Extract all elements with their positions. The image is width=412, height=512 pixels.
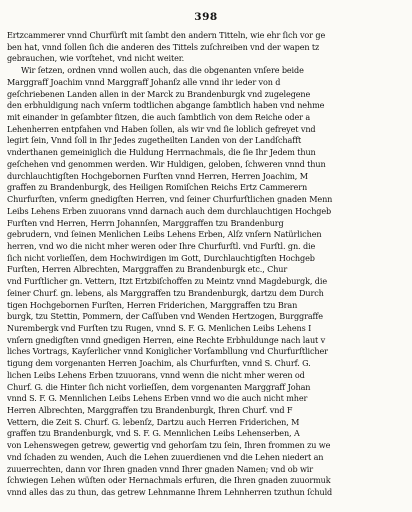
text-line: vnd Furſtlicher gn. Vettern, Itzt Ertzbiſchoffen zu Meintz vnnd Magdeburgk, die: [7, 276, 327, 287]
text-line: Ertzcammerer vnnd Churfürſt mit ſambt den andern Titteln, wie ehr ſich vor ge: [7, 30, 326, 40]
text-line: graffen tzu Brandenburgk, vnd S. F. G. Mennlichen Leibs Lehenserben, A: [7, 428, 300, 439]
text-line: Vettern, die Zeit S. Churf. G. lebenſz, Dartzu auch Herren Friderichen, M: [7, 416, 300, 427]
text-line: Furſten vnd Herren, Herrn Johannſen, Marggraffen tzu Brandenburg: [7, 217, 284, 228]
text-line: ſchwiegen Lehen wüſten oder Hernachmals erfuren, die Ihren gnaden zuuormuk: [7, 475, 331, 486]
text-line: Herren Albrechten, Marggraffen tzu Brandenburgk, Ihren Churf. vnd F: [7, 405, 293, 415]
text-line: vnnd alles das zu thun, das getrew Lehnmanne Ihrem Lehnherren tzuthun ſchuld: [7, 487, 333, 498]
text-line: vnnd S. F. G. Mennlichen Leibs Lehens Erben vnnd wo die auch nicht mher: [7, 393, 308, 404]
text-line: herren, vnd wo die nicht mher weren oder Ihre Churfurſtl. vnd Furſtl. gn. die: [7, 240, 316, 251]
text-line: gebrudern, vnd ſeinen Menlichen Leibs Lehens Erben, Alſz vnſern Natürlichen: [7, 229, 322, 240]
text-line: Nurembergk vnd Furſten tzu Rugen, vnnd S. F. G. Menlichen Leibs Lehens I: [7, 322, 312, 333]
text-line: ben hat, vnnd ſollen ſich die anderen des Tittels zuſchreiben vnd der wapen tz: [7, 41, 320, 52]
text-line: vnd ſchaden zu wenden, Auch die Lehen zuuerdienen vnd die Lehen niedert an: [7, 451, 324, 462]
text-line: den erbhuldigung nach vnſerm todtlichen abgange ſambtlich haben vnd nehme: [7, 100, 325, 111]
text-line: ſich nicht vorlieſſen, dem Hochwirdigen im Gott, Durchlauchtigſten Hochgeb: [7, 252, 315, 263]
text-line: Lehenherren entpfahen vnd Haben ſollen, als wir vnd ſie loblich gefreyet vnd: [7, 123, 316, 134]
text-line: graffen zu Brandenburgk, des Heiligen Romiſchen Reichs Ertz Cammerern: [7, 182, 308, 193]
text-line: von Lehenswegen getrew, gewertig vnd gehorſam tzu ſein, Ihren frommen zu we: [7, 440, 331, 451]
text-line: vnſern gnedigſten vnnd gnedigen Herren, eine Rechte Erbhuldunge nach laut v: [7, 334, 326, 345]
text-line: Churfurſten, vnſerm gnedigſten Herren, vnd ſeiner Churfurſtlichen gnaden Menn: [7, 194, 333, 205]
text-line: Leibs Lehens Erben zuuorans vnnd darnach auch dem durchlauchtigen Hochgeb: [7, 205, 332, 216]
text-line: burgk, tzu Stettin, Pommern, der Caſſuben vnd Wenden Hertzogen, Burggraffe: [7, 311, 323, 322]
text-body: [7, 30, 404, 499]
text-line: Furſten, Herren Albrechten, Marggraffen zu Brandenburgk etc., Chur: [7, 264, 288, 275]
text-line: liches Vortrags, Kayſerlicher vnnd Koniglicher Vorſambllung vnd Churfurſtlicher: [7, 346, 328, 357]
text-line: Marggraff Joachim vnnd Marggraff Johanſz alle vnnd ihr ieder von d: [7, 76, 281, 87]
page-number: 398: [194, 11, 218, 23]
text-line: ſeiner Churf. gn. lebens, als Marggraffen tzu Brandenburgk, dartzu dem Durch: [7, 287, 324, 298]
text-line: geſchriebenen Landen allen in der Marck zu Brandenburgk vnd zugelegene: [7, 88, 311, 99]
text-line: tigung dem vorgenanten Herren Joachim, als Churfurſten, vnnd S. Churf. G.: [7, 358, 311, 369]
text-line: tigen Hochgebornen Furſten, Herren Friderichen, Marggraffen tzu Bran: [7, 299, 298, 310]
text-line: gebrauchen, wie vorſtehet, vnd nicht weiter.: [7, 53, 185, 64]
text-line: legirt ſein, Vnnd ſoll in Ihr Jedes zugetheilten Landen von der Landſchafft: [7, 135, 302, 146]
text-line: lichen Leibs Lehens Erben tzuuorans, vnnd wenn die nicht mher weren od: [7, 369, 305, 380]
text-line: geſchehen vnd genommen werden. Wir Huldigen, geloben, ſchweren vnnd thun: [7, 158, 326, 169]
text-line: durchlauchtigſten Hochgebornen Furſten vnnd Herren, Herren Joachim, M: [7, 170, 308, 181]
text-line: mit einander in geſambter ſitzen, die auch ſambtlich von dem Reiche oder a: [7, 112, 311, 123]
text-line: Churf. G. die Hinter ſich nicht vorlieſſen, dem vorgenanten Marggraff Johan: [7, 381, 311, 392]
text-line: Wir ſetzen, ordnen vnnd wollen auch, das die obgenanten vnſere beide: [21, 65, 304, 76]
text-line: vnderthanen gemeiniglich die Huldung Herrnachmals, die ſie Ihr Jedem thun: [7, 147, 316, 158]
text-line: zuuerrechten, dann vor Ihren gnaden vnnd Ihrer gnaden Namen; vnd ob wir: [7, 463, 314, 474]
